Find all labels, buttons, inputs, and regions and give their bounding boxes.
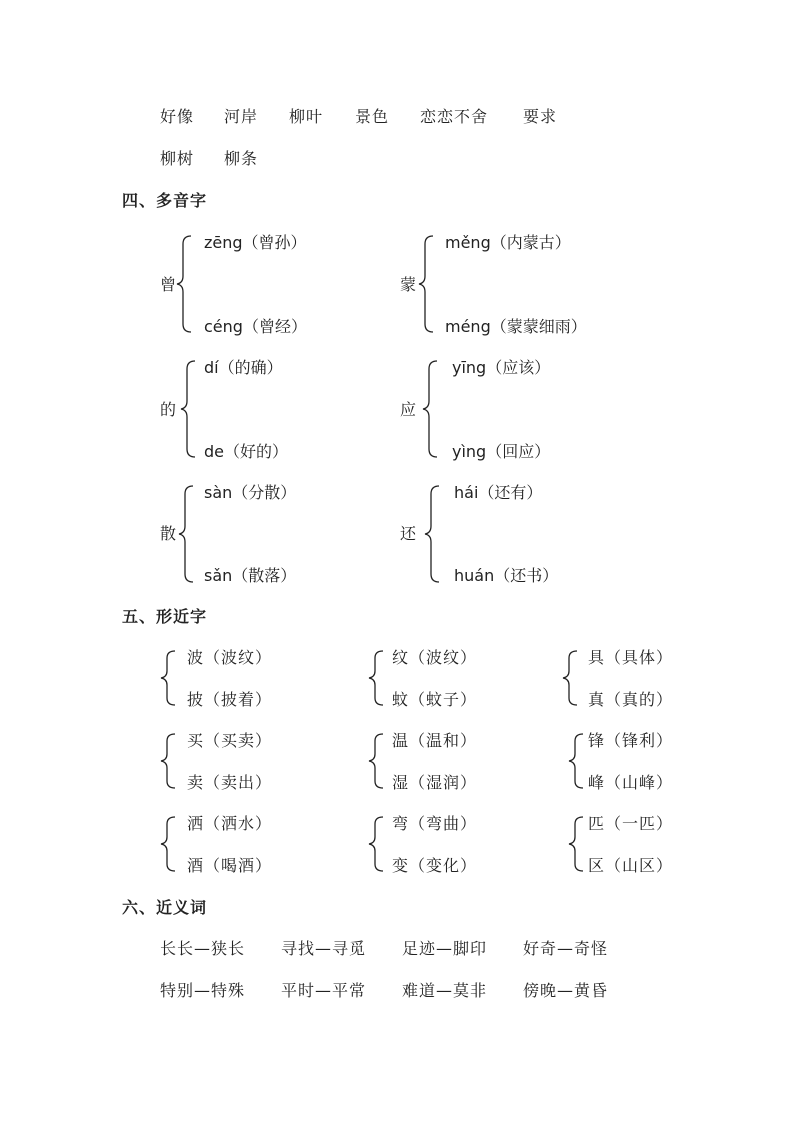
similar-char-bottom: 披（披着） (187, 690, 273, 709)
section-heading: 四、多音字 (122, 191, 208, 210)
section-heading: 五、形近字 (122, 607, 208, 626)
polyphone-char: 蒙 (400, 275, 417, 294)
reading-top: yīng（应该） (452, 358, 551, 377)
brace-icon (368, 734, 384, 788)
word: 要求 (523, 107, 558, 126)
brace-icon (180, 361, 196, 457)
word: 好像 (160, 107, 195, 126)
polyphone-char: 曾 (160, 275, 177, 294)
synonym-pair: 特别—特殊 (160, 981, 246, 1000)
similar-char-top: 锋（锋利） (588, 731, 674, 750)
word: 柳树 (160, 149, 195, 168)
word: 恋恋不舍 (420, 107, 489, 126)
reading-bottom: yìng（回应） (452, 442, 551, 461)
synonym-pair: 傍晚—黄昏 (523, 981, 609, 1000)
synonym-pair: 足迹—脚印 (402, 939, 488, 958)
brace-icon (422, 361, 438, 457)
brace-icon (176, 236, 192, 332)
synonym-pair: 好奇—奇怪 (523, 939, 609, 958)
similar-char-top: 弯（弯曲） (392, 814, 478, 833)
similar-char-top: 匹（一匹） (588, 814, 674, 833)
similar-char-bottom: 真（真的） (588, 690, 674, 709)
similar-char-top: 波（波纹） (187, 648, 273, 667)
synonym-pair: 平时—平常 (281, 981, 367, 1000)
synonym-pair: 寻找—寻觅 (281, 939, 367, 958)
polyphone-char: 应 (400, 400, 417, 419)
word: 河岸 (224, 107, 259, 126)
reading-top: hái（还有） (454, 483, 543, 502)
reading-bottom: céng（曾经） (204, 317, 307, 336)
brace-icon (160, 651, 176, 705)
reading-bottom: de（好的） (204, 442, 289, 461)
word: 柳叶 (289, 107, 324, 126)
brace-icon (424, 486, 440, 582)
brace-icon (562, 651, 578, 705)
polyphone-char: 的 (160, 400, 177, 419)
reading-top: dí（的确） (204, 358, 283, 377)
word: 景色 (355, 107, 390, 126)
similar-char-bottom: 蚊（蚊子） (392, 690, 478, 709)
similar-char-bottom: 湿（湿润） (392, 773, 478, 792)
brace-icon (568, 734, 584, 788)
similar-char-top: 买（买卖） (187, 731, 273, 750)
brace-icon (368, 651, 384, 705)
similar-char-bottom: 卖（卖出） (187, 773, 273, 792)
synonym-pair: 难道—莫非 (402, 981, 488, 1000)
brace-icon (568, 817, 584, 871)
similar-char-bottom: 区（山区） (588, 856, 674, 875)
similar-char-bottom: 变（变化） (392, 856, 478, 875)
similar-char-top: 温（温和） (392, 731, 478, 750)
reading-top: měng（内蒙古） (445, 233, 571, 252)
polyphone-char: 还 (400, 524, 417, 543)
similar-char-top: 具（具体） (588, 648, 674, 667)
similar-char-bottom: 酒（喝酒） (187, 856, 273, 875)
polyphone-char: 散 (160, 524, 177, 543)
similar-char-top: 洒（洒水） (187, 814, 273, 833)
reading-top: zēng（曾孙） (204, 233, 307, 252)
brace-icon (178, 486, 194, 582)
similar-char-bottom: 峰（山峰） (588, 773, 674, 792)
section-heading: 六、近义词 (122, 898, 208, 917)
reading-bottom: méng（蒙蒙细雨） (445, 317, 587, 336)
brace-icon (418, 236, 434, 332)
word: 柳条 (224, 149, 259, 168)
reading-bottom: huán（还书） (454, 566, 559, 585)
synonym-pair: 长长—狭长 (160, 939, 246, 958)
brace-icon (160, 734, 176, 788)
reading-top: sàn（分散） (204, 483, 297, 502)
brace-icon (160, 817, 176, 871)
reading-bottom: sǎn（散落） (204, 566, 297, 585)
similar-char-top: 纹（波纹） (392, 648, 478, 667)
brace-icon (368, 817, 384, 871)
